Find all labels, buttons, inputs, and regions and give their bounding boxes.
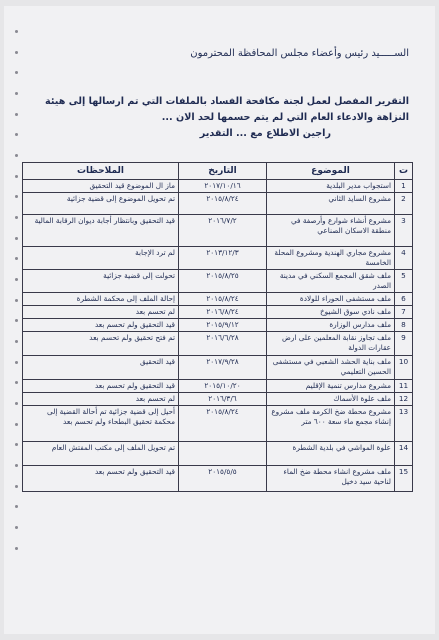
header-date: التاريخ	[179, 163, 267, 180]
table-row	[23, 380, 413, 393]
header-notes: الملاحظات	[23, 163, 179, 180]
row-notes: تم تحويل الموضوع إلى قضية جزائية	[23, 193, 179, 215]
row-date: ٢٠١٧/١٠/١٦	[179, 180, 267, 193]
row-subject: مشروع السايد الثاني	[267, 193, 395, 215]
row-num: 6	[395, 293, 413, 306]
table-row	[23, 306, 413, 319]
row-num: 3	[395, 215, 413, 247]
intro-line-2: النزاهة والادعاء العام التي لم يتم حسمها لحد الان ...	[161, 112, 409, 123]
row-notes: قيد التحقيق ولم تحسم بعد	[23, 466, 179, 492]
row-notes: لم تحسم بعد	[23, 393, 179, 406]
row-date: ٢٠١٥/٨/٢٤	[179, 406, 267, 442]
row-subject: مشروع محطة ضخ الكرمة ملف مشروع إنشاء مجمع ماء سعة ٦٠٠ متر	[267, 406, 395, 442]
row-subject: مشروع مدارس تنمية الإقليم	[267, 380, 395, 393]
row-subject: ملف بناية الحشد الشعبي في مستشفى الحسين التعليمي	[267, 356, 395, 380]
binder-holes	[12, 30, 22, 550]
row-num: 10	[395, 356, 413, 380]
row-subject: مشروع مجاري الهندية ومشروع المحلة الخامسة	[267, 247, 395, 270]
row-num: 11	[395, 380, 413, 393]
table-header-row	[23, 163, 413, 180]
row-date: ٢٠١٥/١٠/٢٠	[179, 380, 267, 393]
row-num: 13	[395, 406, 413, 442]
row-notes: لم تحسم بعد	[23, 306, 179, 319]
intro-line-3: راجين الاطلاع مع ... التقدير	[199, 128, 331, 139]
row-num: 9	[395, 332, 413, 356]
intro-paragraph	[45, 94, 409, 142]
row-subject: ملف علوة الأسماك	[267, 393, 395, 406]
table-row	[23, 180, 413, 193]
report-table	[22, 162, 413, 492]
table-row	[23, 215, 413, 247]
row-num: 7	[395, 306, 413, 319]
row-date: ٢٠١٥/٨/٢٤	[179, 293, 267, 306]
row-date	[179, 442, 267, 466]
row-num: 5	[395, 270, 413, 293]
row-subject: ملف مدارس الوزارة	[267, 319, 395, 332]
table-row	[23, 466, 413, 492]
header-subject: الموضوع	[267, 163, 395, 180]
row-num: 1	[395, 180, 413, 193]
row-date: ٢٠١٥/٩/١٢	[179, 319, 267, 332]
row-notes: لم ترد الإجابة	[23, 247, 179, 270]
intro-line-1: التقرير المفصل لعمل لجنة مكافحة الفساد بالملفات التي تم ارسالها إلى هيئة	[45, 96, 409, 107]
row-num: 14	[395, 442, 413, 466]
row-subject: ملف تجاوز نقابة المعلمين على ارض عقارات الدولة	[267, 332, 395, 356]
row-subject: ملف مستشفى الحوراء للولادة	[267, 293, 395, 306]
row-num: 8	[395, 319, 413, 332]
salutation-line: الســـــيد رئيس وأعضاء مجلس المحافظة المحترمون	[190, 48, 409, 59]
table-row	[23, 193, 413, 215]
table-row	[23, 319, 413, 332]
table-row	[23, 356, 413, 380]
row-notes: تحولت إلى قضية جزائية	[23, 270, 179, 293]
table-row	[23, 406, 413, 442]
row-notes: تم تحويل الملف إلى مكتب المفتش العام	[23, 442, 179, 466]
row-subject: استجواب مدير البلدية	[267, 180, 395, 193]
row-notes: تم فتح تحقيق ولم تحسم بعد	[23, 332, 179, 356]
row-num: 2	[395, 193, 413, 215]
row-notes: أحيل إلى قضية جزائية تم أحالة القضية إلى محكمة تحقيق البطحاء ولم تحسم بعد	[23, 406, 179, 442]
row-notes: قيد التحقيق	[23, 356, 179, 380]
row-subject: ملف مشروع انشاء محطة ضخ الماء لناحية سيد دخيل	[267, 466, 395, 492]
row-notes: قيد التحقيق ولم تحسم بعد	[23, 380, 179, 393]
row-notes: ماز ال الموضوع قيد التحقيق	[23, 180, 179, 193]
table-row	[23, 442, 413, 466]
table-row	[23, 332, 413, 356]
table-row	[23, 270, 413, 293]
row-subject: ملف نادي سوق الشيوخ	[267, 306, 395, 319]
row-date: ٢٠١٦/٦/٢٨	[179, 332, 267, 356]
row-date: ٢٠١٧/٩/٢٨	[179, 356, 267, 380]
row-date: ٢٠١٥/٥/٥	[179, 466, 267, 492]
table-row	[23, 247, 413, 270]
row-subject: ملف شقق المجمع السكني في مدينة الصدر	[267, 270, 395, 293]
row-date: ٢٠١٦/٧/٢	[179, 215, 267, 247]
row-num: 12	[395, 393, 413, 406]
table-row	[23, 293, 413, 306]
header-num: ت	[395, 163, 413, 180]
row-notes: قيد التحقيق ولم تحسم بعد	[23, 319, 179, 332]
table-row	[23, 393, 413, 406]
row-date: ٢٠١٦/٨/٢٤	[179, 306, 267, 319]
row-notes: قيد التحقيق وبانتظار أجابة ديوان الرقابة المالية	[23, 215, 179, 247]
row-date: ٢٠١٦/٣/٦	[179, 393, 267, 406]
row-num: 4	[395, 247, 413, 270]
row-subject: علوة المواشي في بلدية الشطرة	[267, 442, 395, 466]
row-date: ٢٠١٣/١٢/٣	[179, 247, 267, 270]
row-date: ٢٠١٥/٨/٢٥	[179, 270, 267, 293]
row-subject: مشروع أنشاء شوارع وأرصفة في منطقة الاسكان الصناعي	[267, 215, 395, 247]
row-num: 15	[395, 466, 413, 492]
row-date: ٢٠١٥/٨/٢٤	[179, 193, 267, 215]
row-notes: إحالة الملف إلى محكمة الشطرة	[23, 293, 179, 306]
